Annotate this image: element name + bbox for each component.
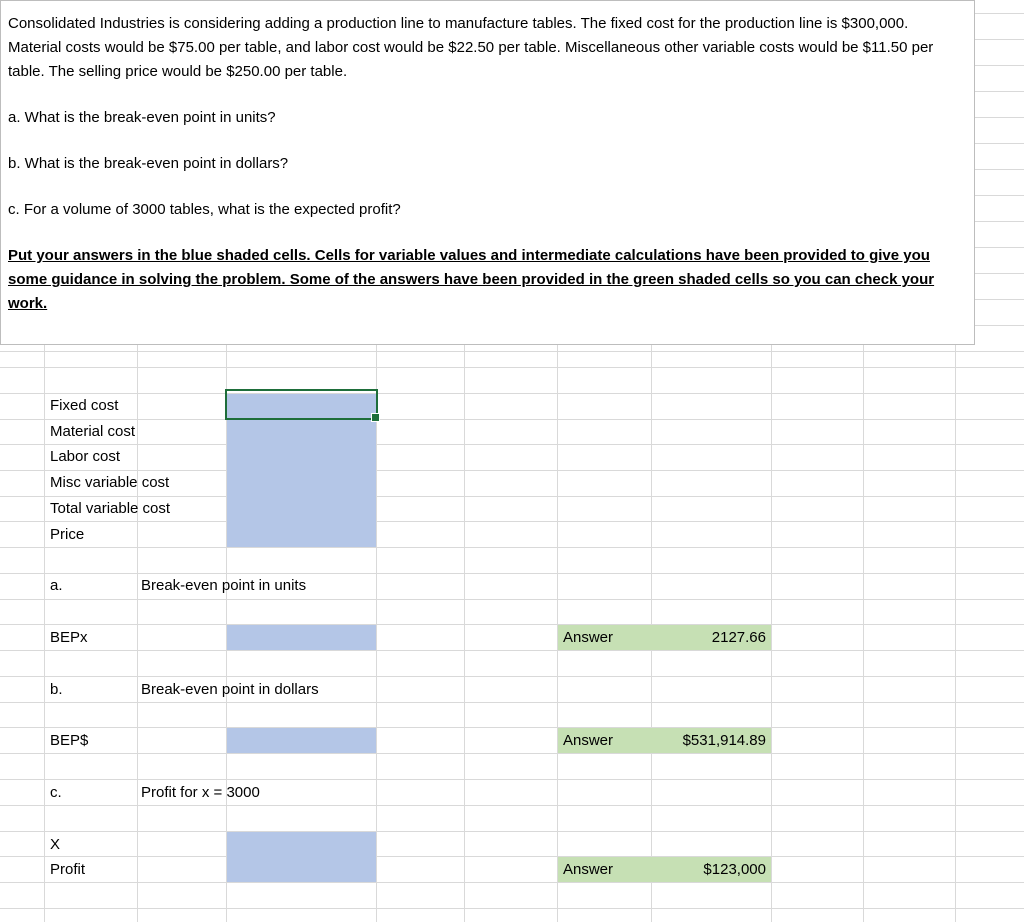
bepx-answer-value: 2127.66: [711, 629, 766, 646]
section-c-title: Profit for x = 3000: [141, 784, 260, 801]
question-b: b. What is the break-even point in dollars?: [8, 155, 289, 172]
label-fixed-cost: Fixed cost: [50, 397, 119, 414]
question-a: a. What is the break-even point in units?: [8, 109, 276, 126]
profit-input-cells[interactable]: [227, 832, 376, 882]
section-c-letter: c.: [50, 784, 62, 801]
fill-handle[interactable]: [371, 413, 380, 422]
section-a-title: Break-even point in units: [141, 577, 307, 594]
section-b-letter: b.: [50, 681, 63, 698]
profit-answer-value: $123,000: [703, 861, 766, 878]
section-b-title: Break-even point in dollars: [141, 681, 319, 698]
label-bepx: BEPx: [50, 629, 88, 646]
problem-text-box[interactable]: [0, 0, 975, 345]
bepx-answer-cell[interactable]: [227, 625, 376, 650]
bep-dollars-answer-cell[interactable]: [227, 728, 376, 753]
bepx-answer-label: Answer: [563, 629, 614, 646]
instructions: Put your answers in the blue shaded cells. Cells for variable values and intermediate calculations have been provided to give you some guidance in solving the problem. Some of the answers have been provided in the green shaded cells so you can check your work.: [8, 247, 935, 312]
label-material-cost: Material cost: [50, 423, 136, 440]
bep-dollars-answer-value: $531,914.89: [682, 732, 766, 749]
label-x: X: [50, 836, 61, 853]
section-a-letter: a.: [50, 577, 63, 594]
bep-dollars-answer-label: Answer: [563, 732, 614, 749]
selected-cell-fixed-cost[interactable]: [225, 389, 378, 420]
label-bep-dollars: BEP$: [50, 732, 89, 749]
label-price: Price: [50, 526, 85, 543]
problem-intro: Consolidated Industries is considering adding a production line to manufacture tables. The fixed cost for the production line is $300,000. Material costs would be $75.00 per table, and labor cost would be $22.50 per table. Miscellaneous other variable costs would be $11.50 per table. The selling price would be $250.00 per table.: [8, 15, 934, 80]
label-misc-variable-cost: Misc variable cost: [50, 474, 170, 491]
profit-answer-label: Answer: [563, 861, 614, 878]
label-labor-cost: Labor cost: [50, 448, 121, 465]
question-c: c. For a volume of 3000 tables, what is the expected profit?: [8, 201, 401, 218]
label-total-variable-cost: Total variable cost: [50, 500, 171, 517]
label-profit: Profit: [50, 861, 86, 878]
